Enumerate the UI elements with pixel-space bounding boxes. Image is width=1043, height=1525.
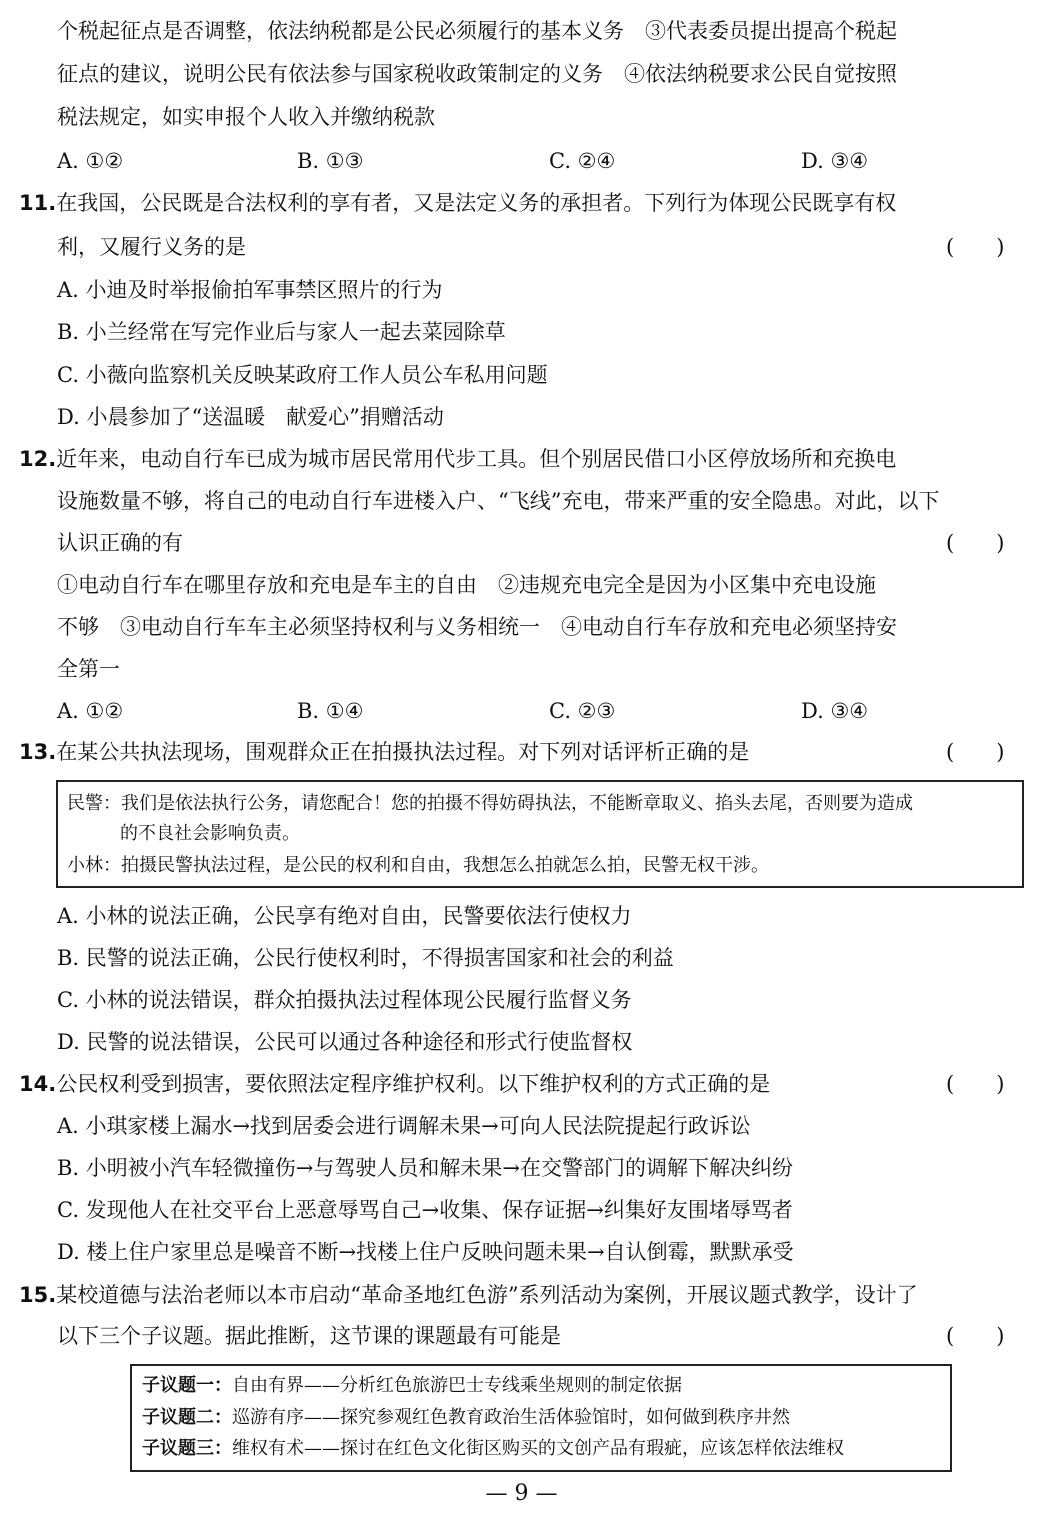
question-number: 11. <box>19 191 57 215</box>
question-13 <box>19 738 749 766</box>
sub-topic-2 <box>142 1406 790 1430</box>
answer-paren: ( ) <box>946 235 1005 259</box>
q12-option-b: B. ①④ <box>297 699 364 723</box>
question-15 <box>19 1281 918 1309</box>
q14-option-c: C. 发现他人在社交平台上恶意辱骂自己→收集、保存证据→纠集好友围堵辱骂者 <box>57 1198 793 1222</box>
answer-paren: ( ) <box>946 531 1005 555</box>
question-14 <box>19 1070 770 1098</box>
answer-paren: ( ) <box>946 1324 1005 1348</box>
dialogue-box <box>56 780 1024 888</box>
question-number: 15. <box>19 1283 57 1307</box>
question-stem: 在我国，公民既是合法权利的享有者，又是法定义务的承担者。下列行为体现公民既享有权 <box>56 191 897 215</box>
sub-topic-1 <box>142 1374 682 1398</box>
q10-text-line-1: 个税起征点是否调整，依法纳税都是公民必须履行的基本义务 ③代表委员提出提高个税起 <box>57 19 897 43</box>
sub-topic-label: 子议题一： <box>142 1375 232 1396</box>
sub-topic-label: 子议题二： <box>142 1407 232 1428</box>
question-number: 12. <box>19 447 57 471</box>
q10-text-line-2: 征点的建议，说明公民有依法参与国家税收政策制定的义务 ④依法纳税要求公民自觉按照 <box>57 62 897 86</box>
sub-topic-text: 巡游有序——探究参观红色教育政治生活体验馆时，如何做到秩序井然 <box>232 1407 790 1428</box>
q10-text-line-3: 税法规定，如实申报个人收入并缴纳税款 <box>57 105 435 129</box>
q10-option-b: B. ①③ <box>297 149 364 173</box>
page-number: — 9 — <box>485 1481 558 1506</box>
q11-stem-line-2: 利，又履行义务的是 <box>57 235 246 259</box>
q10-option-a: A. ①② <box>57 149 124 173</box>
q12-statement-line-1: ①电动自行车在哪里存放和充电是车主的自由 ②违规充电完全是因为小区集中充电设施 <box>57 573 876 597</box>
q12-option-a: A. ①② <box>57 699 124 723</box>
question-stem: 某校道德与法治老师以本市启动“革命圣地红色游”系列活动为案例，开展议题式教学，设计了 <box>56 1283 918 1307</box>
q14-option-b: B. 小明被小汽车轻微撞伤→与驾驶人员和解未果→在交警部门的调解下解决纠纷 <box>57 1156 793 1180</box>
dialogue-police-line-1: 民警：我们是依法执行公务，请您配合！您的拍摄不得妨碍执法，不能断章取义、掐头去尾，否则要为造成 <box>67 793 913 814</box>
q11-option-d: D. 小晨参加了“送温暖 献爱心”捐赠活动 <box>57 405 444 429</box>
q14-option-a: A. 小琪家楼上漏水→找到居委会进行调解未果→可向人民法院提起行政诉讼 <box>57 1114 751 1138</box>
answer-paren: ( ) <box>946 1072 1005 1096</box>
question-number: 14. <box>19 1072 57 1096</box>
question-12 <box>19 445 896 473</box>
q12-stem-line-3: 认识正确的有 <box>57 531 183 555</box>
q13-option-b: B. 民警的说法正确，公民行使权利时，不得损害国家和社会的利益 <box>57 946 674 970</box>
q10-option-d: D. ③④ <box>801 149 869 173</box>
sub-topics-box <box>130 1364 952 1472</box>
q10-option-c: C. ②④ <box>549 149 616 173</box>
q12-statement-line-3: 全第一 <box>57 657 120 681</box>
q13-option-c: C. 小林的说法错误，群众拍摄执法过程体现公民履行监督义务 <box>57 988 632 1012</box>
q11-option-a: A. 小迪及时举报偷拍军事禁区照片的行为 <box>57 278 443 302</box>
dialogue-xiaolin-line: 小林：拍摄民警执法过程，是公民的权利和自由，我想怎么拍就怎么拍，民警无权干涉。 <box>67 855 769 876</box>
q14-option-d: D. 楼上住户家里总是噪音不断→找楼上住户反映问题未果→自认倒霉，默默承受 <box>57 1240 794 1264</box>
question-stem: 在某公共执法现场，围观群众正在拍摄执法过程。对下列对话评析正确的是 <box>56 740 750 764</box>
sub-topic-text: 维权有术——探讨在红色文化街区购买的文创产品有瑕疵，应该怎样依法维权 <box>232 1438 844 1459</box>
dialogue-police-line-2: 的不良社会影响负责。 <box>120 823 300 844</box>
q12-statement-line-2: 不够 ③电动自行车车主必须坚持权利与义务相统一 ④电动自行车存放和充电必须坚持安 <box>57 615 897 639</box>
question-stem: 近年来，电动自行车已成为城市居民常用代步工具。但个别居民借口小区停放场所和充换电 <box>56 447 897 471</box>
q13-option-d: D. 民警的说法错误，公民可以通过各种途径和形式行使监督权 <box>57 1030 633 1054</box>
q15-stem-line-2: 以下三个子议题。据此推断，这节课的课题最有可能是 <box>57 1324 561 1348</box>
sub-topic-label: 子议题三： <box>142 1438 232 1459</box>
q13-option-a: A. 小林的说法正确，公民享有绝对自由，民警要依法行使权力 <box>57 904 632 928</box>
q11-option-c: C. 小薇向监察机关反映某政府工作人员公车私用问题 <box>57 363 548 387</box>
question-11 <box>19 189 896 217</box>
question-stem: 公民权利受到损害，要依照法定程序维护权利。以下维护权利的方式正确的是 <box>56 1072 771 1096</box>
q12-option-c: C. ②③ <box>549 699 616 723</box>
answer-paren: ( ) <box>946 740 1005 764</box>
question-number: 13. <box>19 740 57 764</box>
q12-stem-line-2: 设施数量不够，将自己的电动自行车进楼入户、“飞线”充电，带来严重的安全隐患。对此，以下 <box>57 489 940 513</box>
sub-topic-3 <box>142 1437 844 1461</box>
sub-topic-text: 自由有界——分析红色旅游巴士专线乘坐规则的制定依据 <box>232 1375 682 1396</box>
q11-option-b: B. 小兰经常在写完作业后与家人一起去菜园除草 <box>57 320 506 344</box>
q12-option-d: D. ③④ <box>801 699 869 723</box>
